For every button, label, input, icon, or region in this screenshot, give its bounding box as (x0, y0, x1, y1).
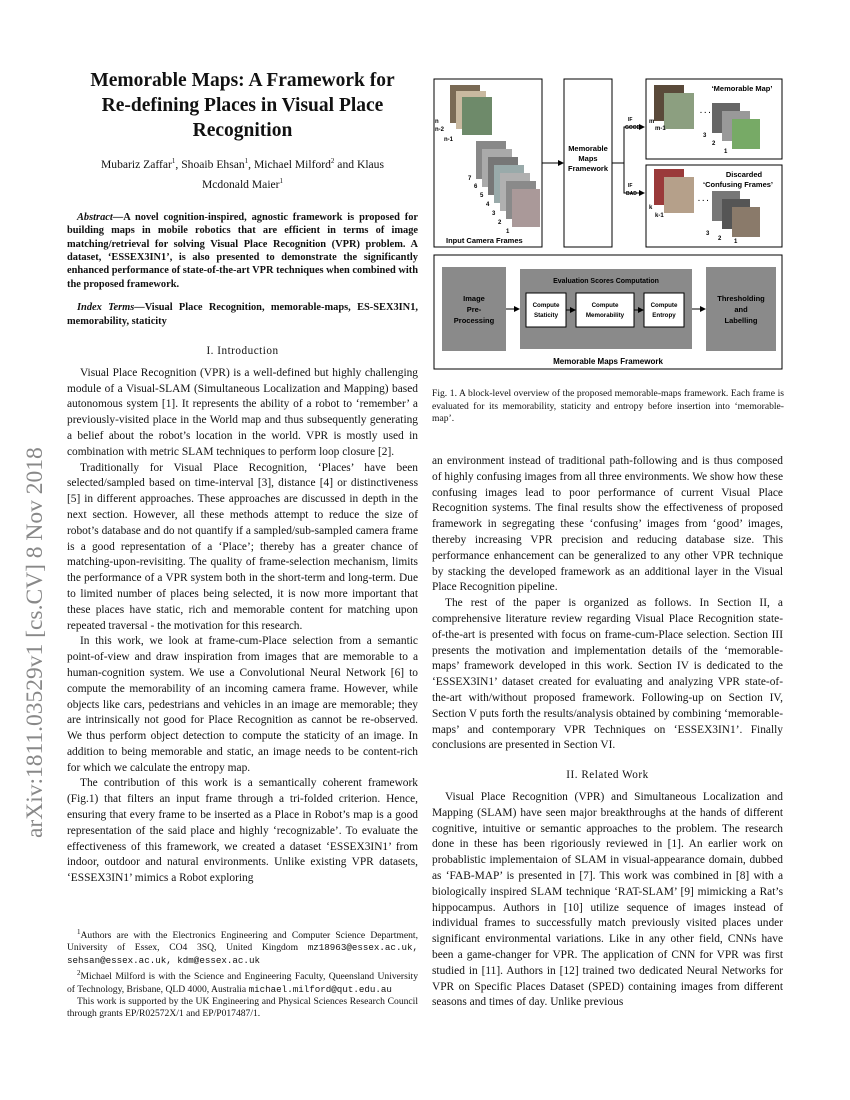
index-terms-label: Index Terms (77, 302, 135, 314)
stack-label: 2 (498, 220, 502, 226)
staticity-label: Compute (532, 302, 560, 309)
stack-label: 7 (468, 176, 472, 182)
index-terms (67, 301, 418, 328)
stack-label: k-1 (655, 213, 664, 219)
stack-label: 6 (474, 184, 478, 190)
discarded-label: ‘Confusing Frames’ (702, 180, 774, 189)
figure-caption (432, 388, 784, 426)
thresholding-label: Labelling (724, 316, 758, 325)
stack-label: k (649, 205, 653, 211)
framework-label: Memorable (568, 144, 608, 153)
stack-label: m-1 (655, 126, 666, 132)
stack-label: 1 (734, 239, 738, 245)
author-name: , Shoaib Ehsan (175, 157, 245, 171)
entropy-label: Compute (650, 302, 678, 309)
stack-label: 3 (703, 133, 707, 139)
figure-1 (432, 77, 784, 377)
author-name: and Klaus (334, 157, 384, 171)
framework-title: Memorable Maps Framework (553, 357, 663, 366)
branch-label: IF (628, 183, 633, 189)
footnote-text: Michael Milford is with the Science and Engineering Faculty, Queensland University of Technology, Brisbane, QLD 4000, Australia (67, 971, 418, 995)
caption-text: A block-level overview of the proposed memorable-maps framework. Each frame is evaluated for its memorability, staticity and entropy before insertion into ‘memorable-map’. (432, 388, 785, 424)
stack-label: 2 (718, 236, 722, 242)
arxiv-id: arXiv:1811.03529v1 [cs.CV] 8 Nov 2018 (22, 447, 48, 838)
abstract-label: Abstract (77, 211, 113, 223)
paragraph: The rest of the paper is organized as follows. In Section II, a comprehensive literature review regarding Visual Place Recognition state-of-the-art is presented with focus on frame-cum-Place selection. Section III presents the motivation and implementation details of the ‘memorable-maps’ framework developed in this work. Section IV is dedicated to the ‘ESSEX3IN1’ dataset created for evaluating and analyzing VPR state-of-the-art with/without proposed framework. Following-up on Section IV, Section V puts forth the results/analysis obtained by combining ‘memorable-maps’ and contemporary VPR Techniques on ‘ESSEX3IN1’. Finally conclusions are presented in Section VI. (432, 597, 783, 752)
caption-label: Fig. 1. (432, 388, 457, 399)
ellipsis: · · · (700, 110, 711, 117)
section-heading: I. Introduction (206, 344, 279, 357)
abstract (67, 211, 418, 291)
footnote: This work is supported by the UK Engineering and Physical Sciences Research Council through grants EP/R02572X/1 and EP/P017487/1. (67, 995, 418, 1020)
stack-label: 3 (706, 231, 710, 237)
footnote-text: Authors are with the Electronics Engineering and Computer Science Department, University of Essex, CO4 3SQ, United Kingdom (67, 930, 418, 954)
affiliation-mark: 2 (330, 157, 335, 165)
title-line: Recognition (192, 120, 293, 141)
left-column (67, 68, 418, 887)
footnotes (67, 926, 418, 1020)
paragraph: Visual Place Recognition (VPR) is a well-defined but highly challenging module of a Visual-SLAM (Simultaneous Localization and Mapping) based autonomous system [1]. It represents the ability of a robot to ‘remember’ a previously-visited place in the World map and thus subsequently generating a belief about the robot’s location in the world. VPR is mostly used in combination with metric SLAM techniques to perform loop closure [2]. (67, 366, 418, 458)
footnote (67, 967, 418, 996)
staticity-label: Staticity (533, 312, 559, 319)
stack-label: 5 (480, 193, 484, 199)
memorable-frame-stack (654, 85, 760, 149)
affiliation-mark: 1 (279, 176, 284, 185)
footnote-mark: 1 (77, 928, 81, 936)
title-line: Memorable Maps: A Framework for (90, 70, 395, 91)
section-heading: II. Related Work (566, 769, 649, 782)
index-terms-text: —Visual Place Recognition, memorable-maps, ES-SEX3IN1, memorability, staticity (67, 302, 418, 327)
title-line: Re-defining Places in Visual Place (101, 95, 384, 116)
stack-label: 3 (492, 211, 496, 217)
footnote-mark: 2 (77, 969, 81, 978)
stack-label: 2 (712, 141, 716, 147)
input-frame-stack (450, 85, 540, 227)
email-link[interactable]: michael.milford@qut.edu.au (248, 983, 392, 995)
framework-label: Framework (567, 164, 609, 173)
email-link[interactable]: mz18963@essex.ac.uk, sehsan@essex.ac.uk, kdm@essex.ac.uk (67, 942, 419, 966)
author-name: Mcdonald Maier (201, 177, 280, 191)
pre-processing-label: Pre- (466, 305, 482, 314)
thresholding-label: and (734, 305, 748, 314)
stack-label: n (435, 119, 439, 125)
author-name: Mubariz Zaffar (101, 157, 172, 171)
branch-label: IF (628, 117, 633, 123)
memorability-label: Compute (591, 302, 619, 309)
right-column (432, 454, 783, 1011)
paragraph: Visual Place Recognition (VPR) and Simultaneous Localization and Mapping (SLAM) have seen major breakthroughs at the hands of different cognitive, intuitive or semantic approaches to the problem. The research done in these has been rigoriously reviewed in [1]. An earlier work on probablistic implementaion of SLAM in visual-appearance domain, dubbed as ‘FAB-MAP’ is presented in [7]. This work was combined in [8] with a biologically inspired SLAM technique ‘RAT-SLAM’ [9] mimicking a Rat’s hippocampus. Authors in [10] utilize sequence of images instead of individual frames to successfully match previously visited places under significant environmental variations. Like in any other field, CNNs have been a game-changer for VPR. The application of CNN for VPR was first studied in [11]. Authors in [12] trained two dedicated Neural Networks for VPR on Specific Places Dataset (SPED) containing images from different seasons and times of day. Unlike previous (432, 790, 783, 1009)
stack-label: 4 (486, 202, 490, 208)
paragraph: an environment instead of traditional path-following and is thus composed of highly confusing images from all three environments. We show how these confusing images lead to poor performance of current Visual Place Recognition systems. The final results show the effectiveness of proposed framework in segregating these ‘confusing’ images from ‘good’ images, thereby increasing VPR precision and reducing database size. This performance enhancement can be generalized to any other VPR technique by stacking the developed framework as an additional layer in the Visual Place Recognition pipeline. (432, 455, 783, 594)
abstract-text: —A novel cognition-inspired, agnostic framework is proposed for building maps in mobile robotics that are efficient in terms of image matching/retrieval for solving Visual Place Recognition (VPR) problem. A dataset, ‘ESSEX3IN1’, is also presented to demonstrate the significantly enhanced performance of state-of-the-art VPR techniques when combined with the proposed framework. (67, 211, 418, 290)
input-label: Input Camera Frames (446, 236, 523, 245)
paragraph: The contribution of this work is a semantically coherent framework (Fig.1) that filters an input frame through a tri-folded criterion. Hence, ensuring that every frame to be inserted as a Place in Robot’s map is a good representation of the said place and highly ‘recognizable’. To evaluate the effectiveness of this framework, we created a dataset ‘ESSEX3IN1’ from indoor, outdoor and natural environments. Unlike existing VPR datasets, ‘ESSEX3IN1’ mimics a Robot exploring (67, 777, 418, 885)
author-list (67, 153, 418, 193)
eval-title: Evaluation Scores Computation (553, 278, 659, 285)
framework-label: Maps (578, 154, 598, 163)
affiliation-mark: 1 (171, 157, 176, 165)
pre-processing-label: Processing (453, 316, 495, 325)
stack-label: n-2 (435, 127, 444, 133)
stack-label: 1 (506, 229, 510, 235)
stack-label: m (649, 119, 655, 125)
footnote (67, 926, 418, 967)
entropy-label: Entropy (652, 312, 676, 319)
stack-label: n-1 (444, 137, 453, 143)
stack-label: 1 (724, 149, 728, 155)
branch-label: BAD (626, 191, 637, 197)
paper-title (67, 68, 418, 143)
paragraph: Traditionally for Visual Place Recognition, ‘Places’ have been selected/sampled based on time-interval [3], distance [4] or distinctiveness [5] in different approaches. These approaches are discussed in depth in the next section. However, all these methods attempt to reduce the size of robot’s database and do not quantify if a sampled/sub-sampled camera frame is a good representation of a ‘Place’; thereby has a greater chance of matching-upon-revisiting. The quality of frame-selection mechanism, limits the performance of a VPR system both in the short-term and long-term. Due to limited number of places being selected, it is now more important that these places have static, rich and memorable content for matching upon repeated traversal - the motivation for this research. (67, 461, 418, 632)
branch-label: GOOD (625, 125, 641, 131)
memorability-label: Memorability (585, 312, 625, 319)
arxiv-stamp (10, 290, 54, 840)
ellipsis: · · · (698, 198, 709, 205)
discarded-label: Discarded (725, 170, 763, 179)
affiliation-mark: 1 (244, 157, 249, 165)
thresholding-label: Thresholding (717, 294, 765, 303)
pre-processing-label: Image (463, 294, 485, 303)
paragraph: In this work, we look at frame-cum-Place selection from a semantic point-of-view and draw inspiration from images that are memorable to a human-cognition system. We use a Convolutional Neural Network [6] to compute the memorability of an incoming camera frame. However, while objects like cars, pedestrians and vehicles in an image are memorable; they are intrinsically not good for Place Recognition as cannot be re-observed. We thus perform object detection to compute the staticity of an image. In addition to being memorable and static, an image needs to be content-rich for which we calculate the entropy map. (67, 635, 418, 774)
author-name: , Michael Milford (248, 157, 331, 171)
memorable-map-label: ‘Memorable Map’ (711, 84, 773, 93)
